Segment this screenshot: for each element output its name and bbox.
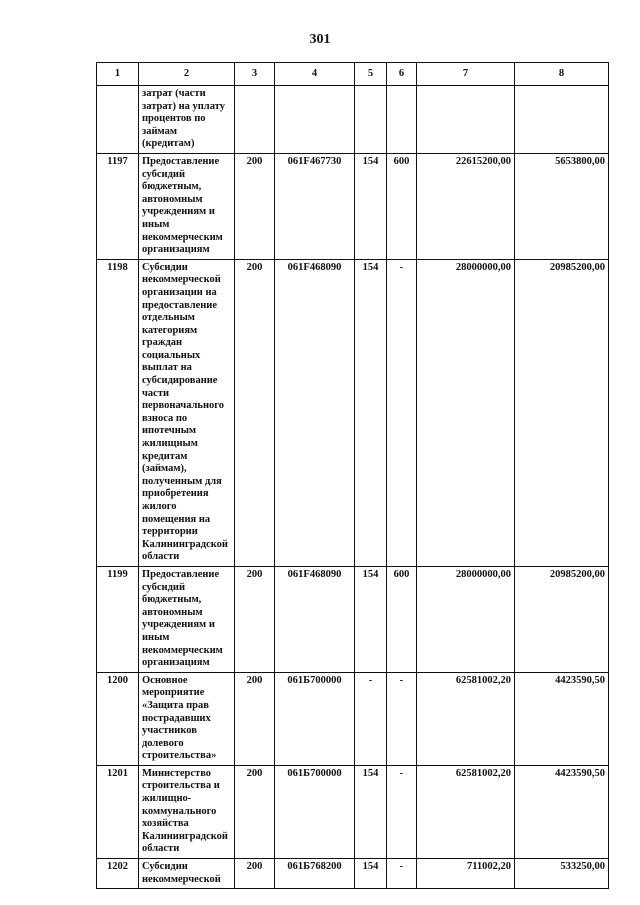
row-number: 1197 [97,153,139,259]
table-row [97,765,609,858]
expense-type: - [387,765,417,858]
amount-col7: 62581002,20 [417,672,515,765]
department-code [355,86,387,154]
item-name: Субсидии некоммерческой [139,859,235,889]
amount-col8: 5653800,00 [515,153,609,259]
amount-col8: 533250,00 [515,859,609,889]
row-number: 1199 [97,566,139,672]
item-name: Субсидии некоммерческой организации на предоставление отдельным категориям граждан социальных выплат на субсидирование части первоначального взноса по ипотечным жилищным кредитам (займам), полученным для приобретения жилого помещения на территории Калининградской области [139,259,235,566]
page-number: 301 [309,32,331,47]
amount-col8 [515,86,609,154]
admin-code: 200 [235,566,275,672]
expense-type: - [387,672,417,765]
amount-col7: 28000000,00 [417,566,515,672]
target-article: 061F468090 [275,259,355,566]
admin-code: 200 [235,259,275,566]
admin-code: 200 [235,672,275,765]
expense-type [387,86,417,154]
target-article: 061Б700000 [275,765,355,858]
expense-type: - [387,259,417,566]
department-code: 154 [355,153,387,259]
expense-type: 600 [387,566,417,672]
target-article: 061F467730 [275,153,355,259]
amount-col7: 28000000,00 [417,259,515,566]
amount-col7 [417,86,515,154]
table-row [97,566,609,672]
column-header: 5 [355,63,387,86]
target-article: 061F468090 [275,566,355,672]
department-code: 154 [355,859,387,889]
column-header: 4 [275,63,355,86]
column-header: 7 [417,63,515,86]
item-name: Предоставление субсидий бюджетным, автономным учреждениям и иным некоммерческим организациям [139,566,235,672]
row-number: 1202 [97,859,139,889]
department-code: 154 [355,566,387,672]
department-code: 154 [355,765,387,858]
item-name: Министерство строительства и жилищно-коммунального хозяйства Калининградской области [139,765,235,858]
amount-col7: 62581002,20 [417,765,515,858]
target-article: 061Б700000 [275,672,355,765]
amount-col8: 20985200,00 [515,259,609,566]
admin-code: 200 [235,859,275,889]
row-number [97,86,139,154]
column-header: 3 [235,63,275,86]
item-name: затрат (части затрат) на уплату процентов по займам (кредитам) [139,86,235,154]
row-number: 1201 [97,765,139,858]
item-name: Предоставление субсидий бюджетным, автономным учреждениям и иным некоммерческим организациям [139,153,235,259]
amount-col8: 4423590,50 [515,765,609,858]
column-header: 8 [515,63,609,86]
table-row [97,259,609,566]
expense-type: 600 [387,153,417,259]
target-article: 061Б768200 [275,859,355,889]
amount-col8: 20985200,00 [515,566,609,672]
admin-code [235,86,275,154]
column-header: 6 [387,63,417,86]
row-number: 1200 [97,672,139,765]
amount-col8: 4423590,50 [515,672,609,765]
amount-col7: 711002,20 [417,859,515,889]
admin-code: 200 [235,153,275,259]
department-code: - [355,672,387,765]
table-header-row [97,63,609,86]
column-header: 1 [97,63,139,86]
target-article [275,86,355,154]
admin-code: 200 [235,765,275,858]
budget-table [96,62,609,889]
amount-col7: 22615200,00 [417,153,515,259]
expense-type: - [387,859,417,889]
table-row [97,672,609,765]
column-header: 2 [139,63,235,86]
table-row [97,859,609,889]
table-row [97,153,609,259]
row-number: 1198 [97,259,139,566]
table-row [97,86,609,154]
item-name: Основное мероприятие «Защита прав пострадавших участников долевого строительства» [139,672,235,765]
department-code: 154 [355,259,387,566]
